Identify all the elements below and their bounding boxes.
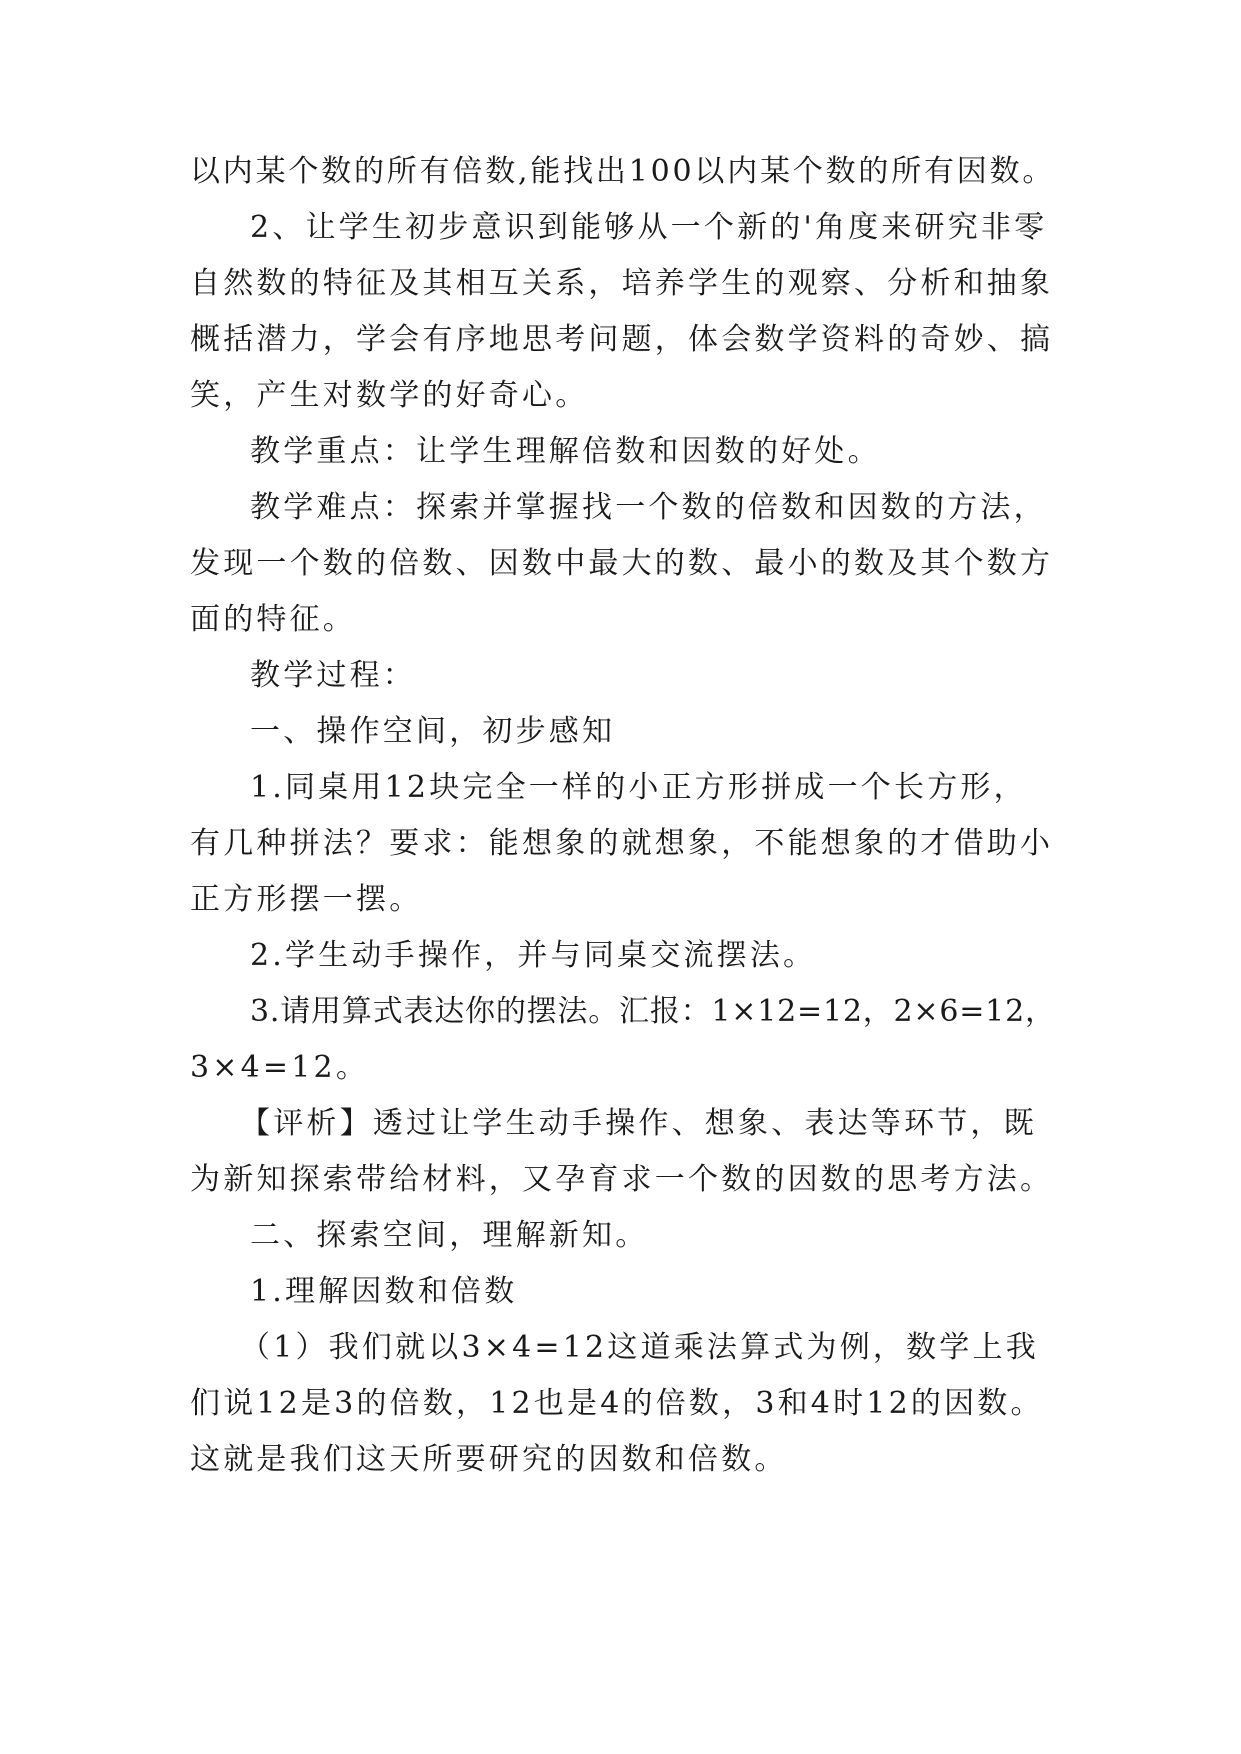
text-line: 自然数的特征及其相互关系，培养学生的观察、分析和抽象 — [190, 266, 1054, 301]
text-line: 有几种拼法？要求：能想象的就想象，不能想象的才借助小 — [190, 826, 1054, 861]
text-line: 1.同桌用12块完全一样的小正方形拼成一个长方形， — [250, 770, 1027, 805]
section-heading: 教学过程： — [250, 658, 416, 693]
text-line: 们说12是3的倍数，12也是4的倍数，3和4时12的因数。 — [190, 1386, 1044, 1421]
text-line: 发现一个数的倍数、因数中最大的数、最小的数及其个数方 — [190, 546, 1054, 581]
text-line: 【评析】透过让学生动手操作、想象、表达等环节，既 — [240, 1106, 1037, 1141]
text-line: 这就是我们这天所要研究的因数和倍数。 — [190, 1442, 788, 1477]
text-line: 为新知探索带给材料，又孕育求一个数的因数的思考方法。 — [190, 1162, 1054, 1197]
text-line: 教学难点：探索并掌握找一个数的倍数和因数的方法， — [250, 490, 1047, 525]
text-line: 以内某个数的所有倍数,能找出100以内某个数的所有因数。 — [190, 154, 1056, 189]
section-heading: 1.理解因数和倍数 — [250, 1274, 518, 1309]
text-line: 3.请用算式表达你的摆法。汇报：1×12=12，2×6=12， — [250, 994, 1056, 1029]
section-heading: 一、操作空间，初步感知 — [250, 714, 616, 749]
text-line: （1）我们就以3×4=12这道乘法算式为例，数学上我 — [240, 1330, 1039, 1365]
text-line: 教学重点：让学生理解倍数和因数的好处。 — [250, 434, 881, 469]
section-heading: 二、探索空间，理解新知。 — [250, 1218, 649, 1253]
text-line: 笑，产生对数学的好奇心。 — [190, 378, 589, 413]
text-line: 概括潜力，学会有序地思考问题，体会数学资料的奇妙、搞 — [190, 322, 1054, 357]
text-line: 正方形摆一摆。 — [190, 882, 423, 917]
text-line: 2、让学生初步意识到能够从一个新的'角度来研究非零 — [250, 210, 1048, 245]
text-line: 3×4=12。 — [190, 1050, 370, 1085]
text-line: 2.学生动手操作，并与同桌交流摆法。 — [250, 938, 817, 973]
text-line: 面的特征。 — [190, 602, 356, 637]
